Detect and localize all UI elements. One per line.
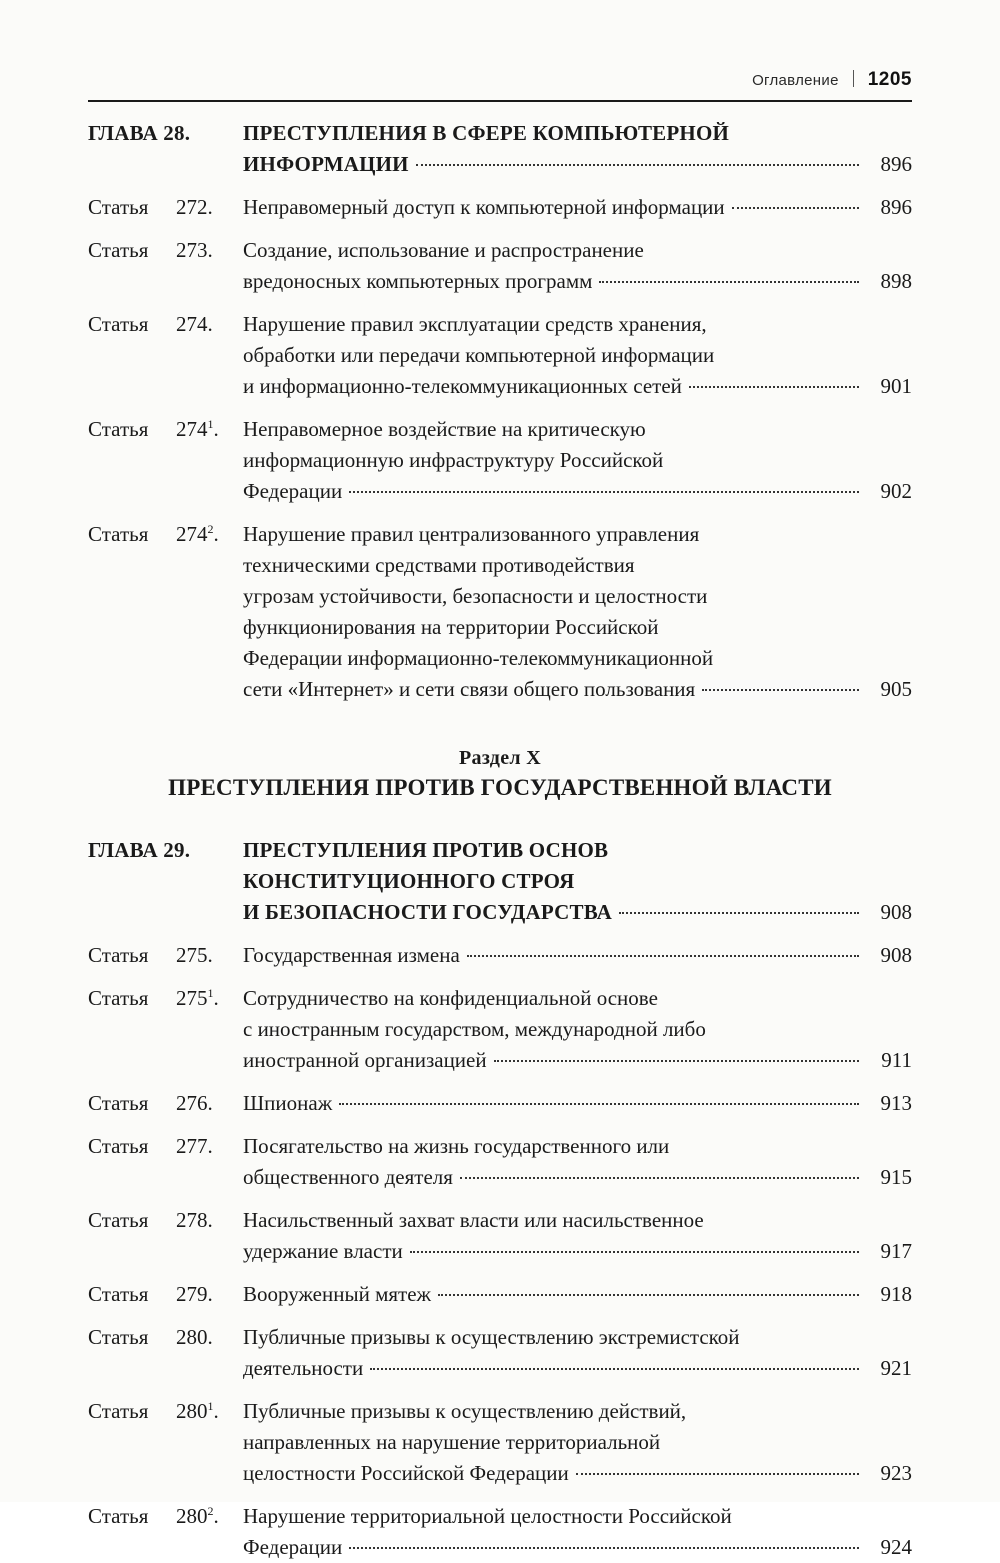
leader-dots xyxy=(410,1250,859,1253)
toc-chapter-entry[interactable] xyxy=(88,118,912,180)
leader-dots xyxy=(349,490,859,493)
toc-entry-text: информационную инфраструктуру Российской xyxy=(243,448,664,472)
running-head-label: Оглавление xyxy=(752,72,839,89)
toc-entry-text: техническими средствами противодействия xyxy=(243,553,635,577)
toc-entry-line xyxy=(243,476,912,507)
toc-chapter-entry[interactable] xyxy=(88,835,912,928)
toc-entry-line xyxy=(243,1014,912,1045)
toc-entry-text: обработки или передачи компьютерной информации xyxy=(243,343,715,367)
leader-dots xyxy=(460,1176,859,1179)
toc-entry-line xyxy=(243,1532,912,1563)
toc-entry-line xyxy=(243,1501,912,1532)
toc-entry-line xyxy=(243,445,912,476)
toc-entry-body xyxy=(243,1322,912,1384)
toc-entry-text: Нарушение территориальной целостности Российской xyxy=(243,1504,732,1528)
toc-entry-page: 918 xyxy=(880,1282,912,1306)
toc-entry-text: Федерации информационно-телекоммуникационной xyxy=(243,646,714,670)
article-label: Статья 279. xyxy=(88,1282,213,1306)
toc-entry-page: 896 xyxy=(880,152,912,176)
section-heading xyxy=(88,747,912,801)
toc-entry-text: ПРЕСТУПЛЕНИЯ В СФЕРЕ КОМПЬЮТЕРНОЙ xyxy=(243,121,730,145)
toc-entry-line xyxy=(243,266,912,297)
toc-entry-line xyxy=(243,235,912,266)
toc-entry-line xyxy=(243,674,912,705)
toc-article-entry[interactable] xyxy=(88,235,912,297)
page-number: 1205 xyxy=(867,69,912,90)
article-label: Статья 280. xyxy=(88,1325,213,1349)
toc-entry-text: Нарушение правил эксплуатации средств хранения, xyxy=(243,312,707,336)
article-label: Статья 273. xyxy=(88,238,213,262)
toc-entry-line xyxy=(243,897,912,928)
toc-entry-page: 902 xyxy=(880,479,912,503)
toc-entry-text: иностранной организацией xyxy=(243,1048,487,1072)
toc-entry-text: функционирования на территории Российской xyxy=(243,615,659,639)
article-label: Статья $274^1$. xyxy=(88,417,219,441)
toc-entry-body xyxy=(243,983,912,1076)
toc-entry-body xyxy=(243,940,912,971)
toc-entry-body xyxy=(243,414,912,507)
toc-entry-text: Федерации xyxy=(243,1535,343,1559)
toc-entry-text: Федерации xyxy=(243,479,343,503)
toc-article-entry[interactable] xyxy=(88,309,912,402)
article-label: Статья 278. xyxy=(88,1208,213,1232)
toc-entry-text: с иностранным государством, международной либо xyxy=(243,1017,706,1041)
toc-entry-page: 921 xyxy=(880,1356,912,1380)
toc-entry-page: 915 xyxy=(880,1165,912,1189)
toc-entry-line xyxy=(243,118,912,149)
toc-entry-body xyxy=(243,309,912,402)
article-label: Статья 275. xyxy=(88,943,213,967)
toc-entry-line xyxy=(243,940,912,971)
article-label: Статья $280^1$. xyxy=(88,1399,219,1423)
leader-dots xyxy=(416,163,859,166)
toc-article-entry[interactable] xyxy=(88,940,912,971)
toc-entry-line xyxy=(243,835,912,866)
toc-entry-text: удержание власти xyxy=(243,1239,403,1263)
leader-dots xyxy=(732,206,859,209)
leader-dots xyxy=(349,1546,859,1549)
toc-group-chapter-29 xyxy=(88,835,912,1563)
toc-entry-text: и информационно-телекоммуникационных сетей xyxy=(243,374,682,398)
toc-entry-line xyxy=(243,643,912,674)
toc-entry-line xyxy=(243,1279,912,1310)
chapter-label: ГЛАВА 28. xyxy=(88,121,191,145)
toc-article-entry[interactable] xyxy=(88,1396,912,1489)
article-label: Статья 277. xyxy=(88,1134,213,1158)
toc-entry-body xyxy=(243,835,912,928)
article-label: Статья $274^2$. xyxy=(88,522,219,546)
section-number: Раздел X xyxy=(459,747,541,769)
leader-dots xyxy=(438,1293,859,1296)
toc-entry-page: 923 xyxy=(880,1461,912,1485)
toc-article-entry[interactable] xyxy=(88,983,912,1076)
toc-entry-line xyxy=(243,1131,912,1162)
toc-entry-text: целостности Российской Федерации xyxy=(243,1461,569,1485)
toc-entry-text: Шпионаж xyxy=(243,1091,333,1115)
toc-entry-text: Публичные призывы к осуществлению действий, xyxy=(243,1399,687,1423)
toc-entry-body xyxy=(243,118,912,180)
toc-article-entry[interactable] xyxy=(88,414,912,507)
running-head xyxy=(88,68,912,91)
toc-entry-line xyxy=(243,1427,912,1458)
toc-entry-line xyxy=(243,866,912,897)
toc-entry-line xyxy=(243,519,912,550)
toc-entry-line xyxy=(243,1045,912,1076)
toc-entry-body xyxy=(243,1205,912,1267)
toc-entry-page: 898 xyxy=(880,269,912,293)
toc-entry-line xyxy=(243,1236,912,1267)
toc-entry-text: сети «Интернет» и сети связи общего пользования xyxy=(243,677,696,701)
toc-entry-page: 901 xyxy=(880,374,912,398)
toc-entry-line xyxy=(243,1088,912,1119)
toc-entry-page: 917 xyxy=(880,1239,912,1263)
article-label: Статья $280^2$. xyxy=(88,1504,219,1528)
leader-dots xyxy=(467,954,859,957)
toc-entry-line xyxy=(243,1162,912,1193)
toc-entry-line xyxy=(243,1205,912,1236)
toc-entry-text: И БЕЗОПАСНОСТИ ГОСУДАРСТВА xyxy=(243,900,612,924)
toc-entry-body xyxy=(243,519,912,705)
article-label: Статья $275^1$. xyxy=(88,986,219,1010)
leader-dots xyxy=(576,1472,859,1475)
toc-entry-text: Вооруженный мятеж xyxy=(243,1282,432,1306)
toc-entry-line xyxy=(243,371,912,402)
toc-content xyxy=(88,118,912,1563)
section-title: ПРЕСТУПЛЕНИЯ ПРОТИВ ГОСУДАРСТВЕННОЙ ВЛАСТИ xyxy=(168,775,832,800)
toc-entry-line xyxy=(243,581,912,612)
toc-entry-line xyxy=(243,192,912,223)
toc-entry-line xyxy=(243,612,912,643)
toc-entry-body xyxy=(243,1279,912,1310)
toc-entry-text: Неправомерное воздействие на критическую xyxy=(243,417,646,441)
toc-entry-body xyxy=(243,1396,912,1489)
article-label: Статья 276. xyxy=(88,1091,213,1115)
toc-entry-line xyxy=(243,414,912,445)
toc-entry-text: Неправомерный доступ к компьютерной информации xyxy=(243,195,725,219)
toc-entry-page: 908 xyxy=(880,900,912,924)
toc-entry-line xyxy=(243,1322,912,1353)
toc-article-entry[interactable] xyxy=(88,1131,912,1193)
toc-entry-text: направленных на нарушение территориальной xyxy=(243,1430,661,1454)
toc-article-entry[interactable] xyxy=(88,1501,912,1563)
toc-entry-text: Нарушение правил централизованного управления xyxy=(243,522,700,546)
toc-article-entry[interactable] xyxy=(88,1279,912,1310)
toc-entry-body xyxy=(243,1131,912,1193)
toc-entry-text: КОНСТИТУЦИОННОГО СТРОЯ xyxy=(243,869,575,893)
toc-entry-line xyxy=(243,550,912,581)
toc-entry-text: Создание, использование и распространение xyxy=(243,238,644,262)
article-label: Статья 274. xyxy=(88,312,213,336)
toc-entry-page: 896 xyxy=(880,195,912,219)
toc-article-entry[interactable] xyxy=(88,1088,912,1119)
chapter-label: ГЛАВА 29. xyxy=(88,838,191,862)
header-rule xyxy=(88,100,912,102)
toc-entry-line xyxy=(243,149,912,180)
toc-entry-line xyxy=(243,309,912,340)
toc-entry-text: ИНФОРМАЦИИ xyxy=(243,152,409,176)
toc-entry-body xyxy=(243,192,912,223)
leader-dots xyxy=(689,385,859,388)
leader-dots xyxy=(599,280,859,283)
leader-dots xyxy=(619,911,859,914)
toc-entry-line xyxy=(243,1396,912,1427)
toc-entry-page: 924 xyxy=(880,1535,912,1559)
article-label: Статья 272. xyxy=(88,195,213,219)
toc-entry-text: Насильственный захват власти или насильственное xyxy=(243,1208,704,1232)
leader-dots xyxy=(339,1102,859,1105)
leader-dots xyxy=(702,688,859,691)
toc-article-entry[interactable] xyxy=(88,192,912,223)
toc-entry-page: 908 xyxy=(880,943,912,967)
toc-entry-text: угрозам устойчивости, безопасности и целостности xyxy=(243,584,708,608)
toc-entry-text: Посягательство на жизнь государственного или xyxy=(243,1134,670,1158)
toc-entry-body xyxy=(243,235,912,297)
toc-entry-line xyxy=(243,340,912,371)
toc-entry-text: Государственная измена xyxy=(243,943,460,967)
toc-entry-body xyxy=(243,1501,912,1563)
leader-dots xyxy=(370,1367,859,1370)
toc-group-chapter-28 xyxy=(88,118,912,705)
toc-entry-text: вредоносных компьютерных программ xyxy=(243,269,593,293)
toc-entry-line xyxy=(243,1458,912,1489)
toc-entry-text: ПРЕСТУПЛЕНИЯ ПРОТИВ ОСНОВ xyxy=(243,838,609,862)
toc-entry-text: общественного деятеля xyxy=(243,1165,453,1189)
toc-entry-page: 913 xyxy=(880,1091,912,1115)
toc-article-entry[interactable] xyxy=(88,1205,912,1267)
leader-dots xyxy=(494,1059,859,1062)
toc-article-entry[interactable] xyxy=(88,519,912,705)
toc-entry-line xyxy=(243,1353,912,1384)
toc-entry-text: Сотрудничество на конфиденциальной основе xyxy=(243,986,658,1010)
toc-entry-text: Публичные призывы к осуществлению экстремистской xyxy=(243,1325,740,1349)
toc-article-entry[interactable] xyxy=(88,1322,912,1384)
toc-entry-page: 911 xyxy=(881,1048,912,1072)
toc-entry-body xyxy=(243,1088,912,1119)
toc-entry-page: 905 xyxy=(880,677,912,701)
toc-entry-line xyxy=(243,983,912,1014)
toc-entry-text: деятельности xyxy=(243,1356,364,1380)
running-head-separator xyxy=(853,70,854,87)
